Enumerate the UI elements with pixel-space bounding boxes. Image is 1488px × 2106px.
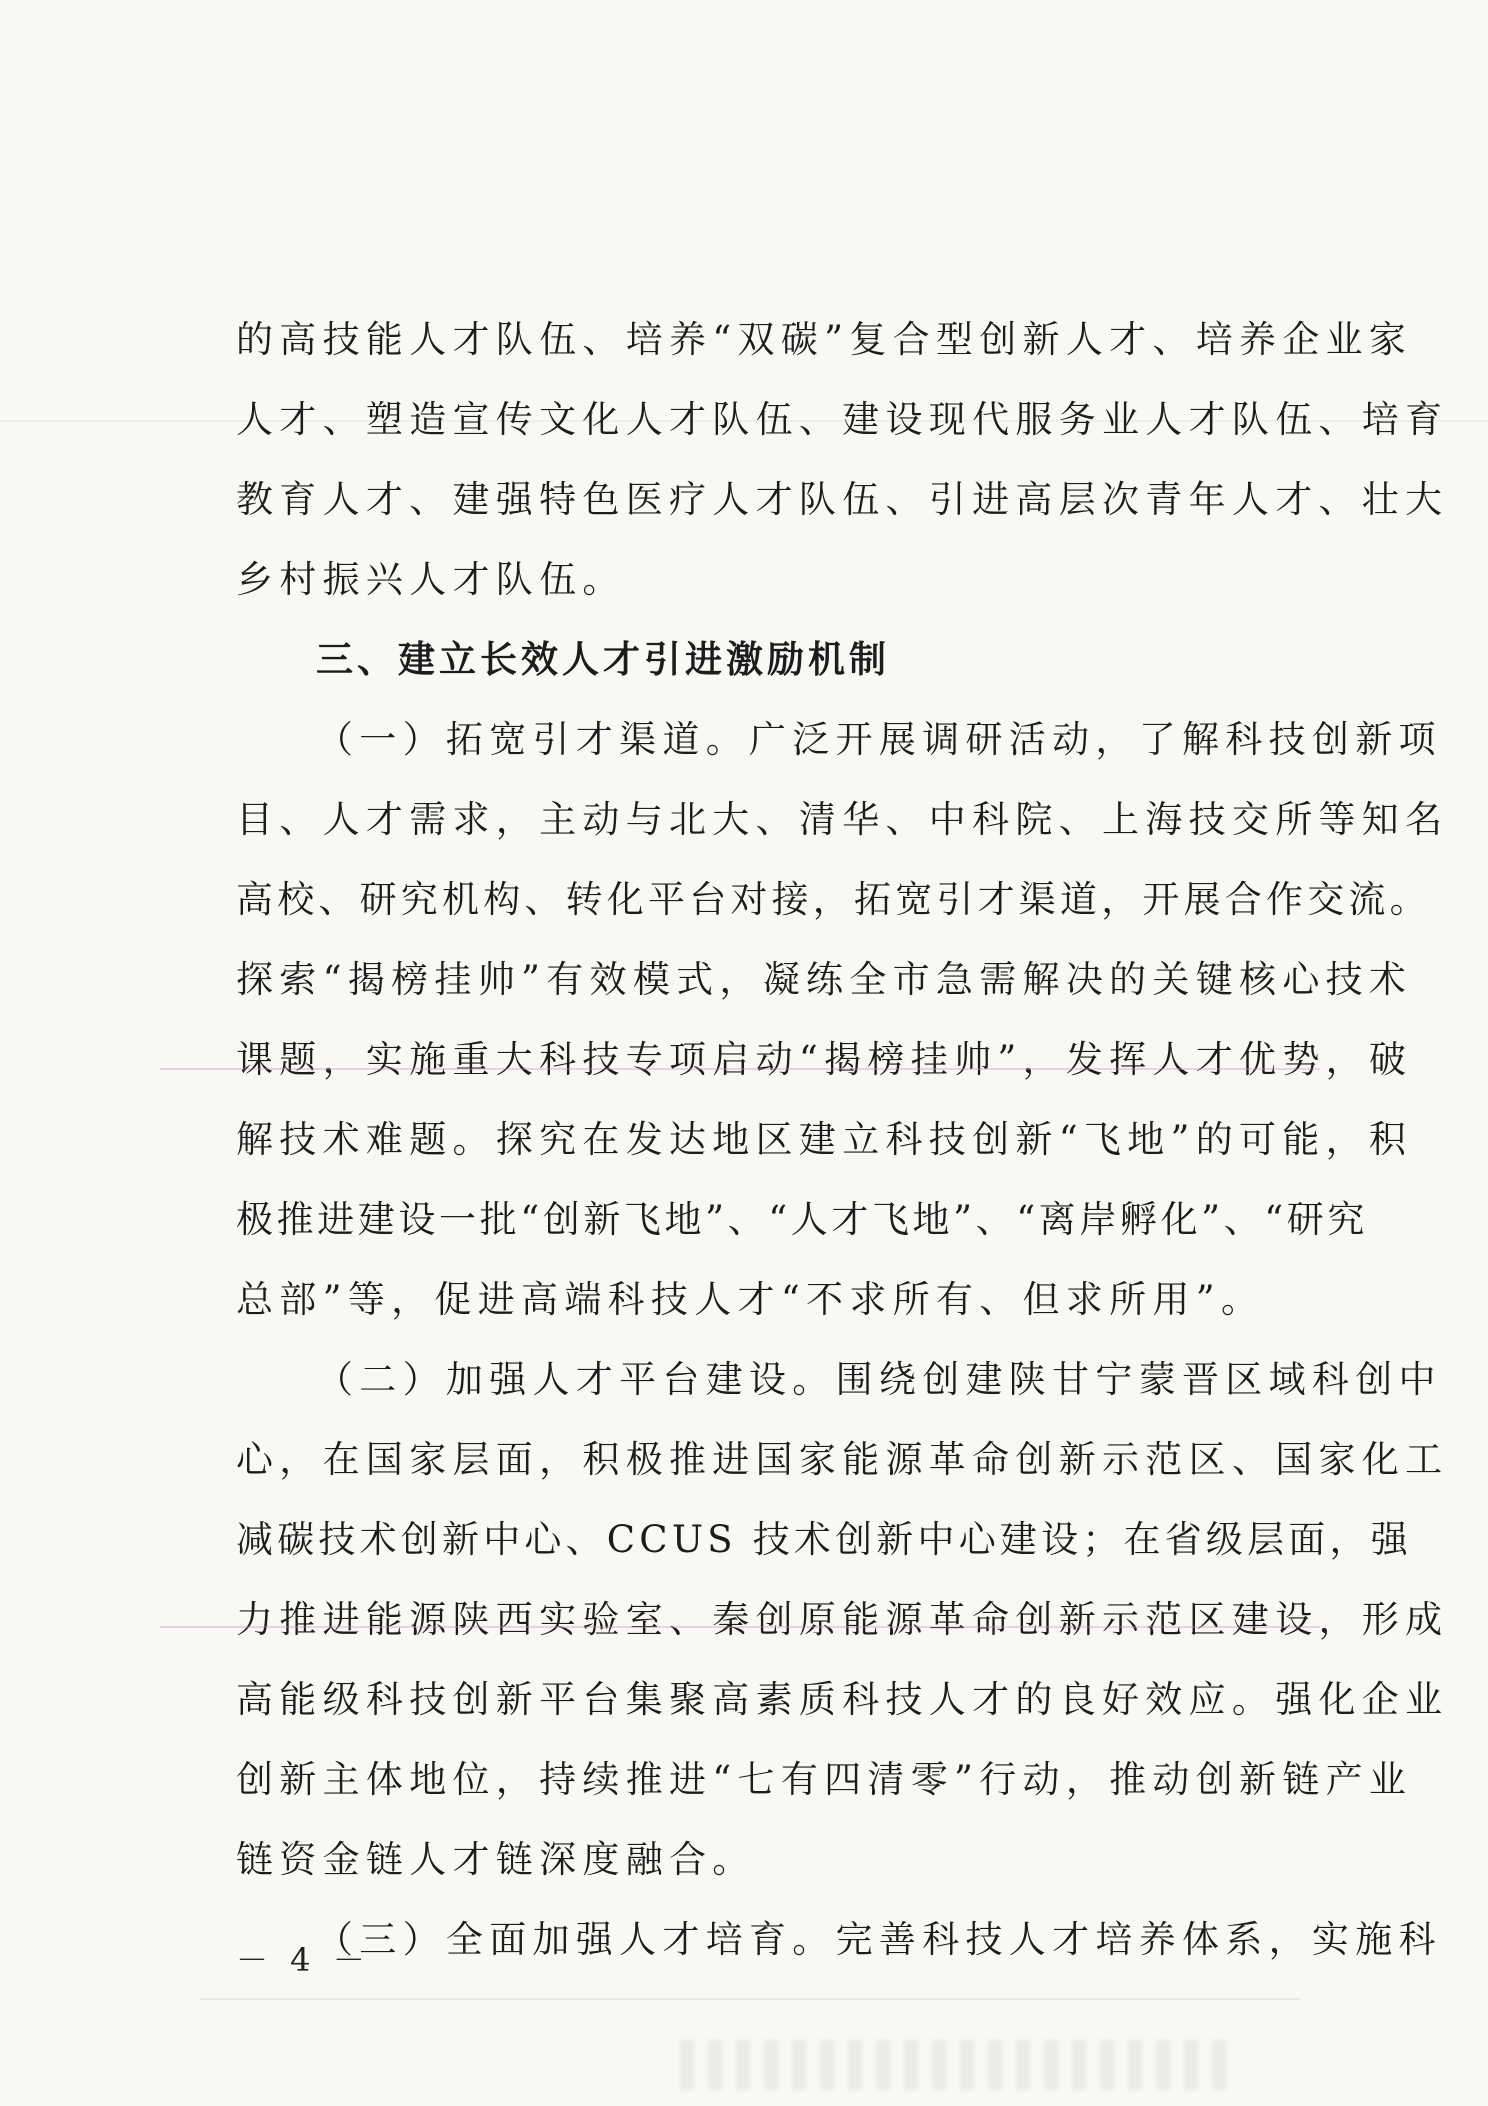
scan-artifact-line <box>160 1626 1320 1628</box>
paragraph-line: 课题，实施重大科技专项启动“揭榜挂帅”，发挥人才优势，破 <box>236 1038 1413 1081</box>
paragraph-line: 高校、研究机构、转化平台对接，拓宽引才渠道，开展合作交流。 <box>236 878 1431 921</box>
paragraph-line: 解技术难题。探究在发达地区建立科技创新“飞地”的可能，积 <box>236 1118 1413 1161</box>
paragraph-line: 链资金链人才链深度融合。 <box>236 1838 756 1881</box>
paragraph-line: （三）全面加强人才培育。完善科技人才培养体系，实施科 <box>316 1918 1442 1961</box>
section-heading: 三、建立长效人才引进激励机制 <box>316 638 890 681</box>
paragraph-line: （一）拓宽引才渠道。广泛开展调研活动，了解科技创新项 <box>316 718 1442 761</box>
paragraph-line: 乡村振兴人才队伍。 <box>236 558 626 601</box>
paragraph-line: 高能级科技创新平台集聚高素质科技人才的良好效应。强化企业 <box>236 1678 1449 1721</box>
scan-artifact-line <box>160 1068 1320 1070</box>
paragraph-line: （二）加强人才平台建设。围绕创建陕甘宁蒙晋区域科创中 <box>316 1358 1442 1401</box>
paragraph-line: 力推进能源陕西实验室、秦创原能源革命创新示范区建设，形成 <box>236 1598 1449 1641</box>
paragraph-line: 目、人才需求，主动与北大、清华、中科院、上海技交所等知名 <box>236 798 1449 841</box>
paragraph-line: 创新主体地位，持续推进“七有四清零”行动，推动创新链产业 <box>236 1758 1413 1801</box>
paragraph-line: 探索“揭榜挂帅”有效模式，凝练全市急需解决的关键核心技术 <box>236 958 1413 1001</box>
paragraph-line: 的高技能人才队伍、培养“双碳”复合型创新人才、培养企业家 <box>236 318 1413 361</box>
paragraph-line: 人才、塑造宣传文化人才队伍、建设现代服务业人才队伍、培育 <box>236 398 1449 441</box>
scan-artifact-line <box>200 1998 1300 2000</box>
paragraph-line: 总部”等，促进高端科技人才“不求所有、但求所用”。 <box>236 1278 1265 1321</box>
paragraph-line: 减碳技术创新中心、CCUS 技术创新中心建设；在省级层面，强 <box>236 1518 1412 1561</box>
paragraph-line: 心，在国家层面，积极推进国家能源革命创新示范区、国家化工 <box>236 1438 1449 1481</box>
body-text <box>236 300 1449 1980</box>
bleed-through-artifact <box>680 2040 1240 2090</box>
paragraph-line: 教育人才、建强特色医疗人才队伍、引进高层次青年人才、壮大 <box>236 478 1449 521</box>
page-number: － 4 － <box>236 1941 371 1979</box>
paragraph-line: 极推进建设一批“创新飞地”、“人才飞地”、“离岸孵化”、“研究 <box>236 1198 1369 1241</box>
